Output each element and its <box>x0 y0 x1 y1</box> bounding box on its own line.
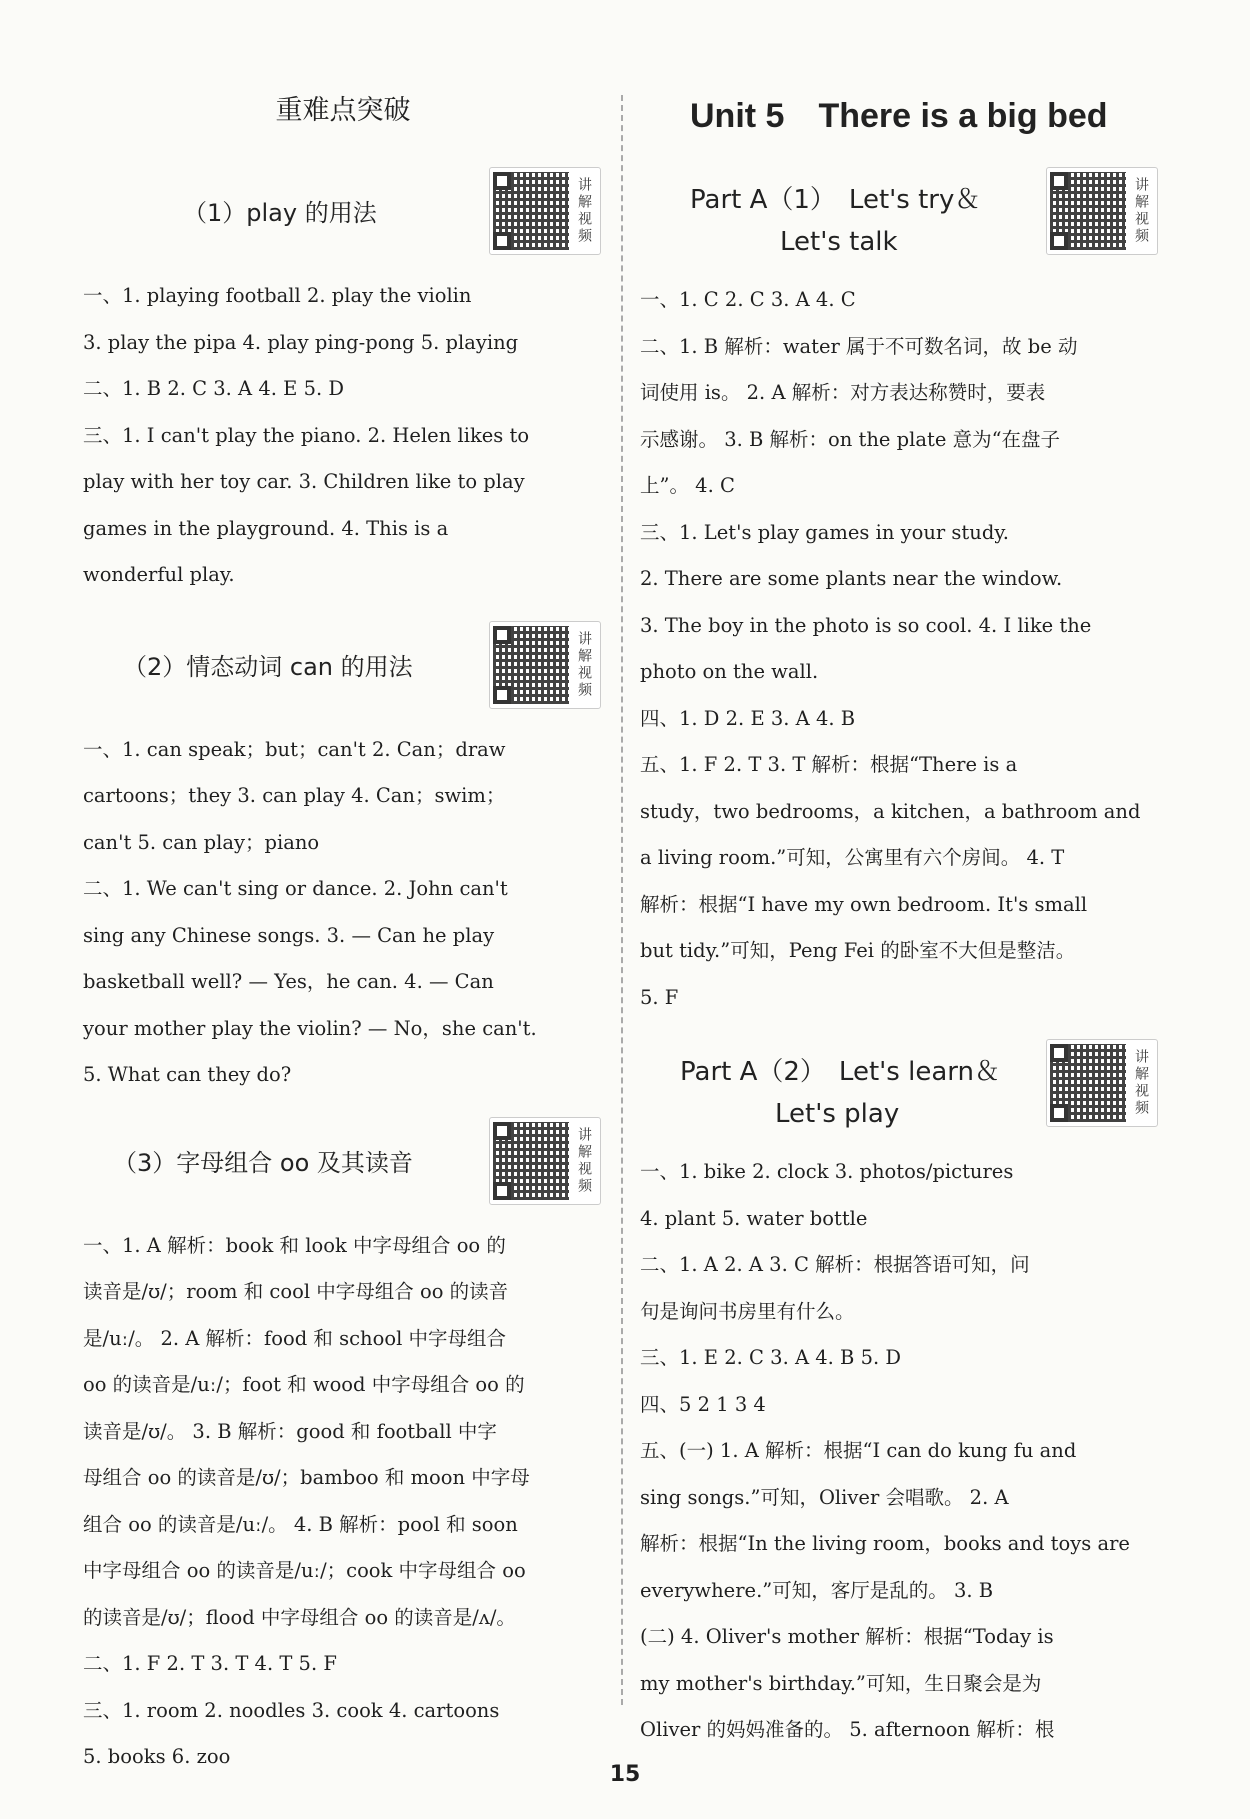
answer-line: 读音是/ʊ/。 3. B 解析：good 和 football 中字 <box>83 1419 497 1443</box>
subsection-title: （3）字母组合 oo 及其读音 <box>113 1148 413 1177</box>
answer-line: 一、1. can speak；but；can't 2. Can；draw <box>83 737 506 761</box>
part-heading-2 <box>640 1029 1160 1139</box>
right-column <box>640 80 1160 1754</box>
answer-line: 5. What can they do? <box>83 1063 292 1086</box>
subsection-title: （1）play 的用法 <box>183 199 377 227</box>
answer-block <box>83 727 603 1099</box>
answer-line: 二、1. B 解析：water 属于不可数名词，故 be 动 <box>640 334 1078 358</box>
answer-line: 二、1. We can't sing or dance. 2. John can't <box>83 877 508 900</box>
answer-line: 母组合 oo 的读音是/ʊ/；bamboo 和 moon 中字母 <box>83 1466 530 1489</box>
answer-line: 句是询问书房里有什么。 <box>640 1299 855 1323</box>
answer-line: 上”。 4. C <box>640 474 735 497</box>
part-title-line2: Let's talk <box>780 227 898 257</box>
answer-line: 一、1. C 2. C 3. A 4. C <box>640 288 856 311</box>
qr-label: 讲解视频 <box>576 630 592 699</box>
answer-line: 五、(一) 1. A 解析：根据“I can do kung fu and <box>640 1439 1077 1462</box>
qr-code[interactable] <box>1046 1039 1158 1127</box>
answer-line: 二、1. F 2. T 3. T 4. T 5. F <box>83 1652 337 1675</box>
qr-label: 讲解视频 <box>576 1126 592 1195</box>
section-title: 重难点突破 <box>275 95 411 126</box>
qr-code-icon <box>493 1122 569 1200</box>
answer-line: Oliver 的妈妈准备的。 5. afternoon 解析：根 <box>640 1718 1055 1741</box>
answer-line: my mother's birthday.”可知，生日聚会是为 <box>640 1671 1042 1695</box>
subsection-heading-1 <box>83 167 603 263</box>
answer-line: wonderful play. <box>83 563 235 586</box>
qr-label: 讲解视频 <box>1133 1049 1149 1117</box>
qr-label: 讲解视频 <box>576 177 592 245</box>
answer-line: but tidy.”可知，Peng Fei 的卧室不大但是整洁。 <box>640 939 1076 962</box>
answer-block <box>640 277 1160 1021</box>
answer-line: 3. The boy in the photo is so cool. 4. I like the <box>640 613 1092 637</box>
answer-block <box>640 1149 1160 1754</box>
answer-line: 读音是/ʊ/；room 和 cool 中字母组合 oo 的读音 <box>83 1280 509 1303</box>
answer-line: 三、1. Let's play games in your study. <box>640 520 1009 544</box>
unit-title: Unit 5 There is a big bed <box>690 97 1108 135</box>
answer-line: 组合 oo 的读音是/uː/。 4. B 解析：pool 和 soon <box>83 1512 518 1536</box>
answer-block <box>83 1223 603 1781</box>
qr-code-icon <box>1050 1044 1126 1122</box>
answer-line: 3. play the pipa 4. play ping-pong 5. playing <box>83 330 519 354</box>
answer-line: 四、1. D 2. E 3. A 4. B <box>640 706 856 730</box>
answer-line: play with her toy car. 3. Children like to play <box>83 470 525 493</box>
answer-line: 三、1. room 2. noodles 3. cook 4. cartoons <box>83 1698 500 1722</box>
answer-line: 二、1. A 2. A 3. C 解析：根据答语可知，问 <box>640 1253 1030 1276</box>
answer-line: 解析：根据“In the living room，books and toys are <box>640 1532 1130 1555</box>
answer-line: 二、1. B 2. C 3. A 4. E 5. D <box>83 377 345 400</box>
answer-line: sing songs.”可知，Oliver 会唱歌。 2. A <box>640 1485 1009 1509</box>
answer-line: cartoons；they 3. can play 4. Can；swim； <box>83 784 506 807</box>
answer-line: can't 5. can play；piano <box>83 830 320 854</box>
answer-line: 三、1. I can't play the piano. 2. Helen likes to <box>83 423 530 447</box>
answer-line: games in the playground. 4. This is a <box>83 516 449 540</box>
part-heading-1 <box>640 157 1160 267</box>
subsection-heading-3 <box>83 1117 603 1213</box>
qr-code[interactable] <box>1046 167 1158 255</box>
answer-line: basketball well? — Yes，he can. 4. — Can <box>83 970 494 993</box>
answer-line: a living room.”可知，公寓里有六个房间。 4. T <box>640 846 1065 869</box>
answer-line: 的读音是/ʊ/；flood 中字母组合 oo 的读音是/ʌ/。 <box>83 1605 516 1629</box>
answer-line: 一、1. A 解析：book 和 look 中字母组合 oo 的 <box>83 1233 506 1257</box>
answer-line: your mother play the violin? — No，she can't. <box>83 1016 537 1040</box>
answer-line: 5. books 6. zoo <box>83 1745 231 1768</box>
left-column <box>83 80 603 1781</box>
answer-line: 三、1. E 2. C 3. A 4. B 5. D <box>640 1346 902 1369</box>
answer-line: 一、1. bike 2. clock 3. photos/pictures <box>640 1160 1014 1183</box>
answer-line: 4. plant 5. water bottle <box>640 1206 868 1230</box>
qr-label: 讲解视频 <box>1133 177 1149 245</box>
answer-line: everywhere.”可知，客厅是乱的。 3. B <box>640 1578 994 1602</box>
qr-code[interactable] <box>489 621 601 709</box>
answer-line: 示感谢。 3. B 解析：on the plate 意为“在盘子 <box>640 427 1061 451</box>
answer-line: 词使用 is。 2. A 解析：对方表达称赞时，要表 <box>640 381 1046 404</box>
part-title-line1: Part A（2） Let's learn＆ <box>680 1057 1000 1087</box>
qr-code-icon <box>1050 172 1126 250</box>
qr-code[interactable] <box>489 167 601 255</box>
qr-code-icon <box>493 172 569 250</box>
answer-line: sing any Chinese songs. 3. — Can he play <box>83 923 495 947</box>
answer-line: study，two bedrooms，a kitchen，a bathroom and <box>640 799 1141 823</box>
answer-line: 2. There are some plants near the window. <box>640 567 1063 590</box>
page-number: 15 <box>609 1762 641 1787</box>
answer-line: 中字母组合 oo 的读音是/uː/；cook 中字母组合 oo <box>83 1559 526 1582</box>
answer-line: 5. F <box>640 985 679 1009</box>
answer-line: photo on the wall. <box>640 660 819 683</box>
answer-block <box>83 273 603 599</box>
qr-code-icon <box>493 626 569 704</box>
answer-line: (二) 4. Oliver's mother 解析：根据“Today is <box>640 1625 1054 1648</box>
subsection-heading-2 <box>83 621 603 717</box>
subsection-title: （2）情态动词 can 的用法 <box>123 652 413 681</box>
answer-line: 是/uː/。 2. A 解析：food 和 school 中字母组合 <box>83 1326 507 1350</box>
part-title-line2: Let's play <box>775 1099 900 1129</box>
column-divider <box>621 95 623 1705</box>
answer-line: 解析：根据“I have my own bedroom. It's small <box>640 892 1088 916</box>
answer-line: oo 的读音是/uː/；foot 和 wood 中字母组合 oo 的 <box>83 1373 525 1396</box>
answer-line: 一、1. playing football 2. play the violin <box>83 284 472 307</box>
answer-line: 四、5 2 1 3 4 <box>640 1392 766 1416</box>
answer-line: 五、1. F 2. T 3. T 解析：根据“There is a <box>640 753 1018 776</box>
part-title-line1: Part A（1） Let's try＆ <box>690 185 981 215</box>
qr-code[interactable] <box>489 1117 601 1205</box>
